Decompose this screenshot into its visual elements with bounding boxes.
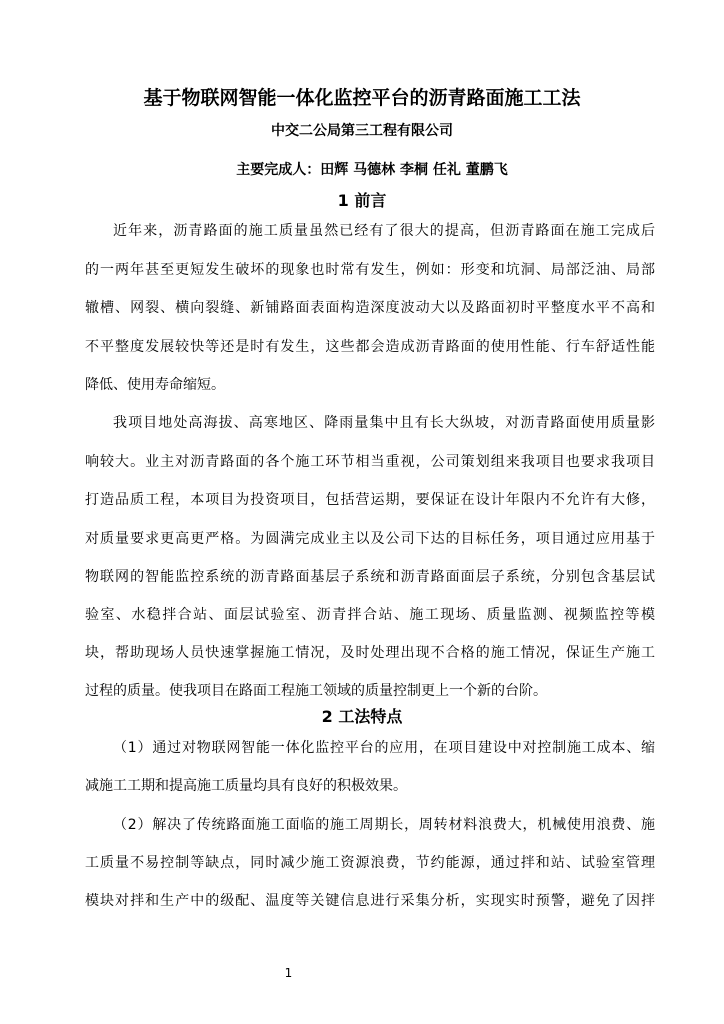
section-heading-preface: 1 前言 (337, 191, 387, 210)
paragraph-line: 过程的质量。使我项目在路面工程施工领域的质量控制更上一个新的台阶。 (85, 683, 547, 699)
paragraph-line: 工质量不易控制等缺点，同时减少施工资源浪费，节约能源，通过拌和站、试验室管理 (85, 855, 655, 871)
paragraph-line: （2）解决了传统路面施工面临的施工周期长，周转材料浪费大，机械使用浪费、施 (113, 817, 655, 833)
paragraph-line: 减施工工期和提高施工质量均具有良好的积极效果。 (85, 778, 407, 794)
paragraph-line: 响较大。业主对沥青路面的各个施工环节相当重视，公司策划组来我项目也要求我项目 (85, 454, 655, 470)
document-title: 基于物联网智能一体化监控平台的沥青路面施工工法 (143, 87, 581, 109)
paragraph-line: 不平整度发展较快等还是时有发生，这些都会造成沥青路面的使用性能、行车舒适性能 (85, 339, 655, 355)
paragraph-line: 块，帮助现场人员快速掌握施工情况，及时处理出现不合格的施工情况，保证生产施工 (85, 645, 655, 661)
page-number: 1 (284, 966, 293, 980)
paragraph-line: 物联网的智能监控系统的沥青路面基层子系统和沥青路面面层子系统，分别包含基层试 (85, 569, 655, 585)
paragraph-line: 验室、水稳拌合站、面层试验室、沥青拌合站、施工现场、质量监测、视频监控等模 (85, 607, 655, 623)
paragraph-line: 的一两年甚至更短发生破坏的现象也时常有发生，例如：形变和坑洞、局部泛油、局部 (85, 262, 655, 278)
paragraph-line: （1）通过对物联网智能一体化监控平台的应用，在项目建设中对控制施工成本、缩 (113, 740, 655, 756)
organization-name: 中交二公局第三工程有限公司 (271, 123, 453, 139)
paragraph-line: 对质量要求更高更严格。为圆满完成业主以及公司下达的目标任务，项目通过应用基于 (85, 531, 655, 547)
paragraph-line: 我项目地处高海拔、高寒地区、降雨量集中且有长大纵坡，对沥青路面使用质量影 (113, 415, 655, 431)
section-heading-features: 2 工法特点 (321, 707, 403, 726)
paragraph-line: 打造品质工程，本项目为投资项目，包括营运期，要保证在设计年限内不允许有大修， (85, 492, 655, 508)
paragraph-line: 模块对拌和生产中的级配、温度等关键信息进行采集分析，实现实时预警，避免了因拌 (85, 893, 655, 909)
authors-line: 主要完成人：田辉 马德林 李桐 任礼 董鹏飞 (236, 162, 508, 178)
paragraph-line: 降低、使用寿命缩短。 (85, 377, 225, 393)
paragraph-line: 近年来，沥青路面的施工质量虽然已经有了很大的提高，但沥青路面在施工完成后 (113, 223, 655, 239)
paragraph-line: 辙槽、网裂、横向裂缝、新铺路面表面构造深度波动大以及路面初时平整度水平不高和 (85, 300, 655, 316)
